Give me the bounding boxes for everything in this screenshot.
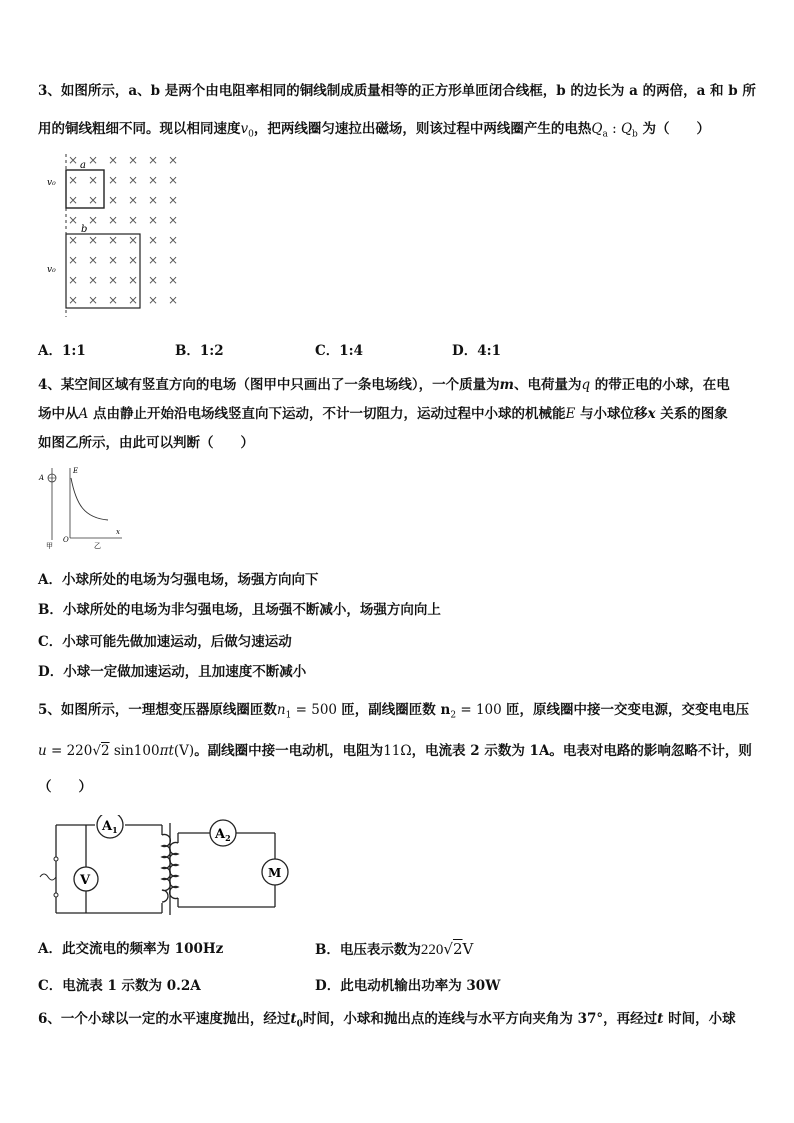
q4-line1: 4、某空间区域有竖直方向的电场（图甲中只画出了一条电场线），一个质量为m、电荷量为q 的带正电的小球，在电 <box>38 377 730 393</box>
field-cross-mark: × <box>108 233 119 247</box>
field-cross-mark: × <box>108 213 119 227</box>
axis-e-label: E <box>73 467 79 475</box>
field-cross-mark: × <box>88 293 99 307</box>
field-cross-mark: × <box>148 233 159 247</box>
field-cross-mark: × <box>108 273 119 287</box>
field-cross-mark: × <box>128 153 139 167</box>
field-cross-mark: × <box>88 153 99 167</box>
field-cross-mark: × <box>108 193 119 207</box>
ammeter-1-label: $A_1$ <box>102 819 118 835</box>
field-cross-mark: × <box>108 253 119 267</box>
q4-option-d[interactable]: D．小球一定做加速运动，且加速度不断减小 <box>38 664 307 680</box>
field-cross-mark: × <box>128 233 139 247</box>
field-cross-mark: × <box>68 253 79 267</box>
field-cross-mark: × <box>128 273 139 287</box>
field-cross-mark: × <box>68 153 79 167</box>
field-cross-mark: × <box>108 293 119 307</box>
field-cross-mark: × <box>128 213 139 227</box>
field-cross-mark: × <box>68 193 79 207</box>
field-cross-mark: × <box>68 293 79 307</box>
field-cross-mark: × <box>168 213 179 227</box>
field-cross-mark: × <box>148 213 159 227</box>
q3-option-b[interactable]: B．1:2 <box>175 343 224 359</box>
field-cross-mark: × <box>168 293 179 307</box>
figure-jia-label: 甲 <box>46 542 53 550</box>
field-cross-mark: × <box>88 173 99 187</box>
field-cross-mark: × <box>88 253 99 267</box>
coil-a-velocity-label: v₀ <box>47 178 56 188</box>
q5-line1: 5、如图所示，一理想变压器原线圈匝数$n_1 = 500$ 匝，副线圈匝数 $n_2 = 100$ 匝，原线圈中接一交变电源，交变电电压 <box>38 702 749 721</box>
coil-b-label: b <box>81 224 88 235</box>
field-cross-mark: × <box>88 273 99 287</box>
q4-option-b[interactable]: B．小球所处的电场为非匀强电场，且场强不断减小，场强方向向上 <box>38 602 441 618</box>
field-cross-mark: × <box>168 253 179 267</box>
voltmeter-label: V <box>80 873 91 888</box>
field-cross-mark: × <box>68 213 79 227</box>
field-cross-mark: × <box>148 173 159 187</box>
field-cross-mark: × <box>128 253 139 267</box>
ammeter-2-label: $A_2$ <box>215 827 231 843</box>
q3-line1: 3、如图所示，a、b 是两个由电阻率相同的铜线制成质量相等的正方形单匝闭合线框，b 的边长为 a 的两倍，a 和 b 所 <box>38 83 756 99</box>
field-cross-mark: × <box>168 193 179 207</box>
field-cross-mark: × <box>148 193 159 207</box>
q4-option-c[interactable]: C．小球可能先做加速运动，后做匀速运动 <box>38 634 292 650</box>
q5-option-b[interactable]: B．电压表示数为220√2V <box>315 940 474 958</box>
field-cross-mark: × <box>108 153 119 167</box>
q4-line3: 如图乙所示，由此可以判断（ ） <box>38 435 254 451</box>
figure-yi-label: 乙 <box>94 542 101 550</box>
q5-transformer-circuit-figure <box>38 815 298 921</box>
field-cross-mark: × <box>148 293 159 307</box>
field-cross-mark: × <box>168 173 179 187</box>
field-cross-mark: × <box>148 253 159 267</box>
field-cross-mark: × <box>148 153 159 167</box>
point-a-label: A <box>39 474 45 482</box>
field-cross-mark: × <box>128 193 139 207</box>
field-cross-mark: × <box>148 273 159 287</box>
q5-option-d[interactable]: D．此电动机输出功率为 30W <box>315 978 501 994</box>
axis-x-label: x <box>116 528 120 536</box>
field-cross-mark: × <box>168 153 179 167</box>
q5-line3: （ ） <box>38 779 92 795</box>
field-cross-mark: × <box>108 173 119 187</box>
field-cross-mark: × <box>168 233 179 247</box>
field-cross-mark: × <box>88 233 99 247</box>
q6-line1: 6、一个小球以一定的水平速度抛出，经过$t_0$时间，小球和抛出点的连线与水平方向夹角为 37°，再经过t 时间，小球 <box>38 1011 736 1030</box>
q3-option-a[interactable]: A．1:1 <box>38 343 86 359</box>
q5-line2: u = 220√2 sin100πt(V)。副线圈中接一电动机，电阻为11Ω，电流表 2 示数为 1A。电表对电路的影响忽略不计，则 <box>38 743 752 759</box>
q3-option-c[interactable]: C．1:4 <box>315 343 364 359</box>
q3-line2: 用的铜线粗细不同。现以相同速度$v_0$，把两线圈匀速拉出磁场，则该过程中两线圈产生的电热$Q_a$ : $Q_b$ 为（ ） <box>38 121 711 140</box>
field-cross-mark: × <box>68 173 79 187</box>
field-cross-mark: × <box>68 273 79 287</box>
q3-magnetic-field-figure <box>44 152 194 322</box>
ac-source-icon <box>40 874 56 880</box>
coil-b-velocity-label: v₀ <box>47 265 56 275</box>
field-cross-mark: × <box>88 193 99 207</box>
q4-field-and-energy-figure <box>36 464 126 550</box>
q4-line2: 场中从A 点由静止开始沿电场线竖直向下运动，不计一切阻力，运动过程中小球的机械能E 与小球位移x 关系的图象 <box>38 406 728 422</box>
coil-a-label: a <box>80 160 86 171</box>
field-cross-mark: × <box>128 173 139 187</box>
field-cross-mark: × <box>88 213 99 227</box>
field-cross-mark: × <box>68 233 79 247</box>
energy-curve <box>71 478 108 520</box>
q5-option-a[interactable]: A．此交流电的频率为 100Hz <box>38 941 224 957</box>
q5-option-c[interactable]: C．电流表 1 示数为 0.2A <box>38 978 201 994</box>
q3-option-d[interactable]: D．4:1 <box>452 343 501 359</box>
q4-option-a[interactable]: A．小球所处的电场为匀强电场，场强方向向下 <box>38 572 319 588</box>
motor-label: M <box>268 866 282 880</box>
field-cross-mark: × <box>168 273 179 287</box>
field-cross-mark: × <box>128 293 139 307</box>
q3-number: 3、 <box>38 83 61 99</box>
origin-label: O <box>63 536 69 544</box>
